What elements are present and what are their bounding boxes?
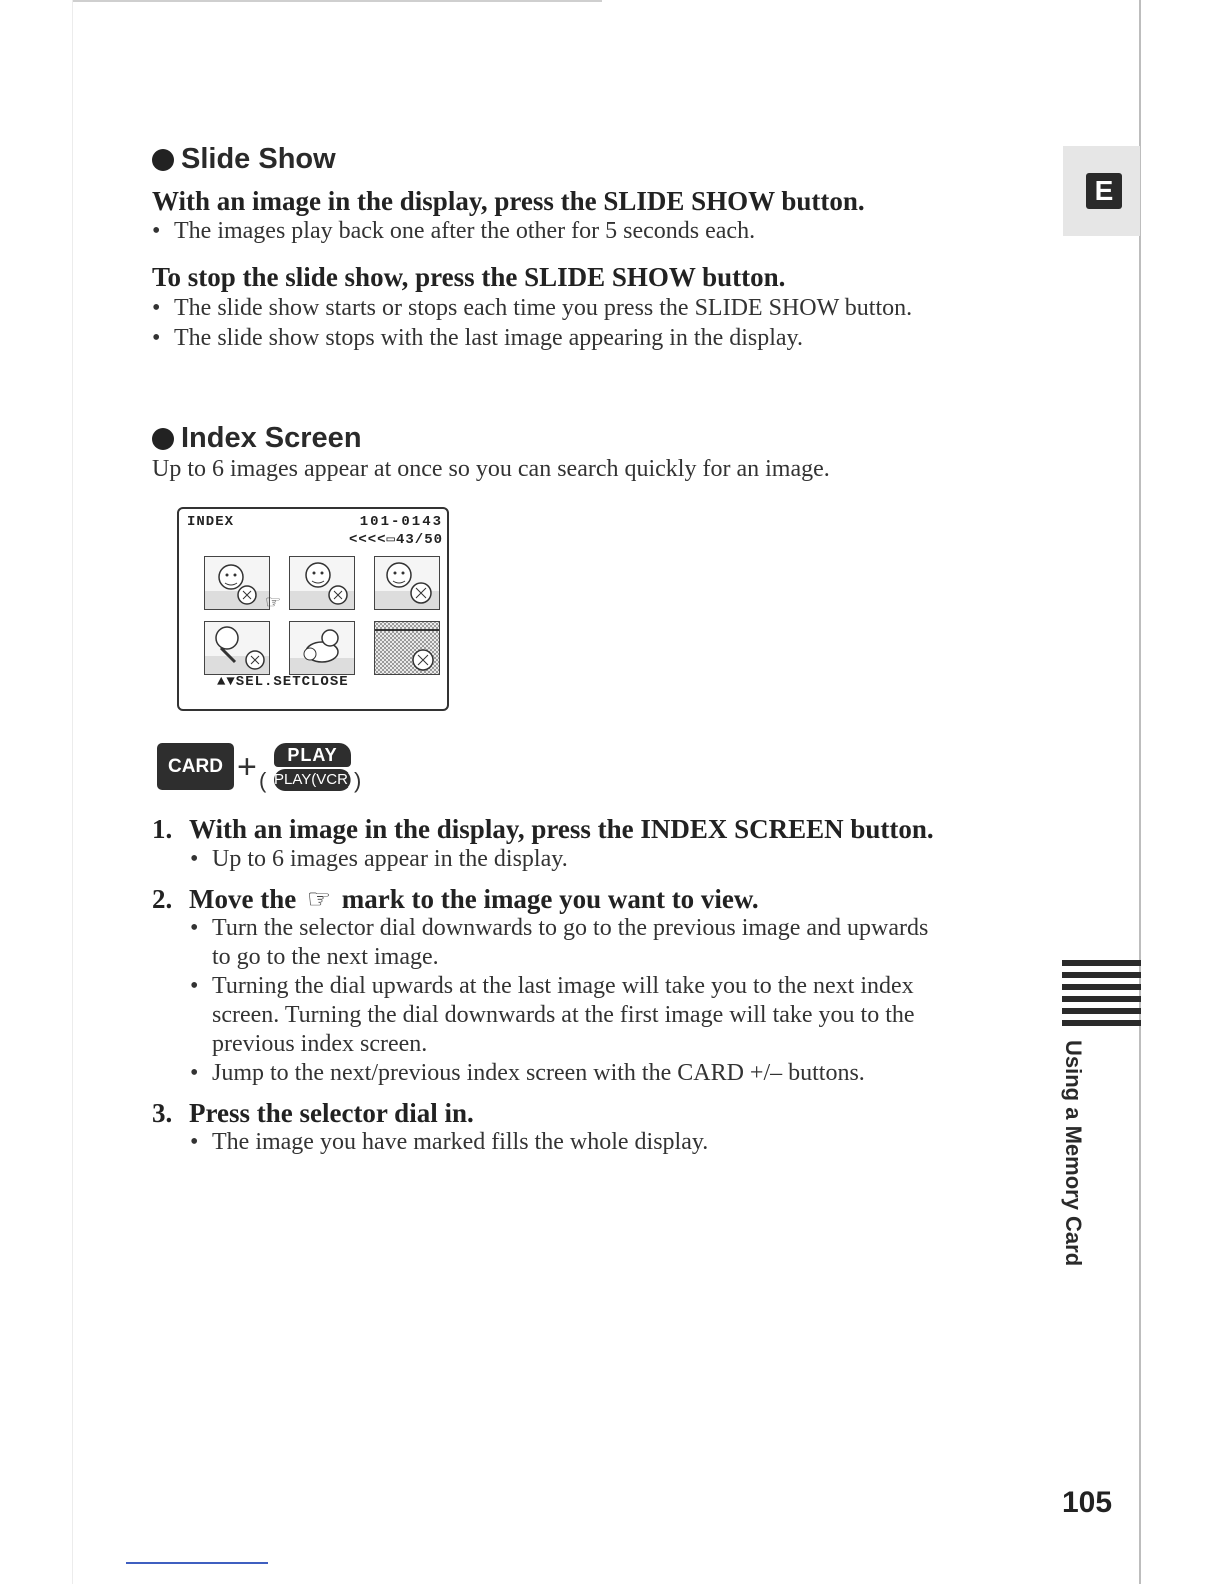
step-1-text: With an image in the display, press the INDEX SCREEN button. — [189, 814, 934, 844]
left-edge — [72, 0, 73, 1584]
index-display-help: ▲▼SEL.SETCLOSE — [217, 674, 349, 690]
slide-show-note-1: • The images play back one after the other for 5 seconds each. — [152, 218, 756, 244]
card-button: CARD — [157, 743, 234, 790]
sidebar-stripe — [1062, 996, 1141, 1002]
slide-show-note-3: • The slide show stops with the last image appearing in the display. — [152, 325, 803, 351]
index-display-title: INDEX — [187, 514, 235, 530]
step-3-note-1-text: The image you have marked fills the whole display. — [212, 1129, 709, 1155]
section-label: Using a Memory Card — [1061, 1040, 1086, 1267]
thumbnail-4 — [204, 621, 270, 675]
slide-show-note-2: • The slide show starts or stops each time you press the SLIDE SHOW button. — [152, 295, 913, 321]
step-2-note-1-text: Turn the selector dial downwards to go to the previous image and upwards — [212, 915, 929, 941]
pointing-hand-icon: ☞ — [265, 592, 282, 612]
play-vcr-mode: PLAY(VCR) — [274, 769, 351, 791]
sidebar-stripe — [1062, 984, 1141, 990]
right-edge — [1139, 0, 1141, 1584]
step-2-note-3-text: Jump to the next/previous index screen with the CARD +/– buttons. — [212, 1060, 865, 1086]
slide-show-heading — [152, 143, 336, 176]
step-2-note-1-cont: to go to the next image. — [212, 944, 439, 970]
slide-show-note-3-text: The slide show stops with the last image appearing in the display. — [174, 325, 803, 351]
step-2-note-2-cont: screen. Turning the dial downwards at the first image will take you to the — [212, 1002, 915, 1028]
bullet-dot-icon — [152, 428, 174, 450]
language-tab-letter: E — [1086, 173, 1122, 209]
slide-show-heading-text: Slide Show — [181, 143, 336, 175]
top-rule — [72, 0, 602, 2]
index-screen-intro: Up to 6 images appear at once so you can search quickly for an image. — [152, 456, 830, 482]
sidebar-stripe — [1062, 972, 1141, 978]
thumbnail-1 — [204, 556, 270, 610]
step-2-note-2: • Turning the dial upwards at the last image will take you to the next index — [190, 973, 914, 999]
thumbnail-6 — [374, 621, 440, 675]
play-switch-label: PLAY — [274, 743, 351, 767]
paren-open: ( — [259, 768, 267, 793]
step-2-note-1: • Turn the selector dial downwards to go to the previous image and upwards — [190, 915, 929, 941]
bullet-dot-icon — [152, 149, 174, 171]
pointing-hand-icon: ☞ — [306, 884, 332, 914]
sidebar-stripe — [1062, 960, 1141, 966]
step-1-number: 1. — [152, 814, 173, 844]
thumbnail-2 — [289, 556, 355, 610]
step-2-note-3: • Jump to the next/previous index screen with the CARD +/– buttons. — [190, 1060, 865, 1086]
slide-show-note-2-text: The slide show starts or stops each time you press the SLIDE SHOW button. — [174, 295, 913, 321]
slide-show-instruction-2: To stop the slide show, press the SLIDE SHOW button. — [152, 262, 786, 292]
sidebar-stripe — [1062, 1008, 1141, 1014]
index-screen-heading — [152, 422, 362, 455]
index-display-file-number: 101-0143 — [359, 514, 443, 530]
step-3-note-1: • The image you have marked fills the whole display. — [190, 1129, 709, 1155]
step-2-text — [189, 884, 759, 915]
paren-close: ) — [354, 768, 362, 793]
plus-sign: + — [237, 748, 257, 786]
language-tab — [1063, 146, 1140, 236]
step-2-note-2-cont-2: previous index screen. — [212, 1031, 428, 1057]
step-1-note-1-text: Up to 6 images appear in the display. — [212, 846, 568, 872]
index-display-counter: <<<<▭43/50 — [348, 532, 443, 548]
step-3-number: 3. — [152, 1098, 173, 1128]
thumbnail-5 — [289, 621, 355, 675]
step-1-note-1: • Up to 6 images appear in the display. — [190, 846, 568, 872]
step-3-text: Press the selector dial in. — [189, 1098, 474, 1128]
index-screen-heading-text: Index Screen — [181, 422, 362, 454]
page-number: 105 — [1062, 1486, 1113, 1519]
step-2-note-2-text: Turning the dial upwards at the last image will take you to the next index — [212, 973, 914, 999]
step-2-number: 2. — [152, 884, 173, 914]
step-2-text-after: mark to the image you want to view. — [341, 884, 759, 914]
thumbnail-3 — [374, 556, 440, 610]
slide-show-note-1-text: The images play back one after the other for 5 seconds each. — [174, 218, 756, 244]
slide-show-instruction-1: With an image in the display, press the SLIDE SHOW button. — [152, 186, 865, 216]
sidebar-stripe — [1062, 1020, 1141, 1026]
step-2-text-before: Move the — [189, 884, 297, 914]
bottom-rule — [126, 1562, 268, 1564]
index-screen-display — [177, 507, 449, 711]
